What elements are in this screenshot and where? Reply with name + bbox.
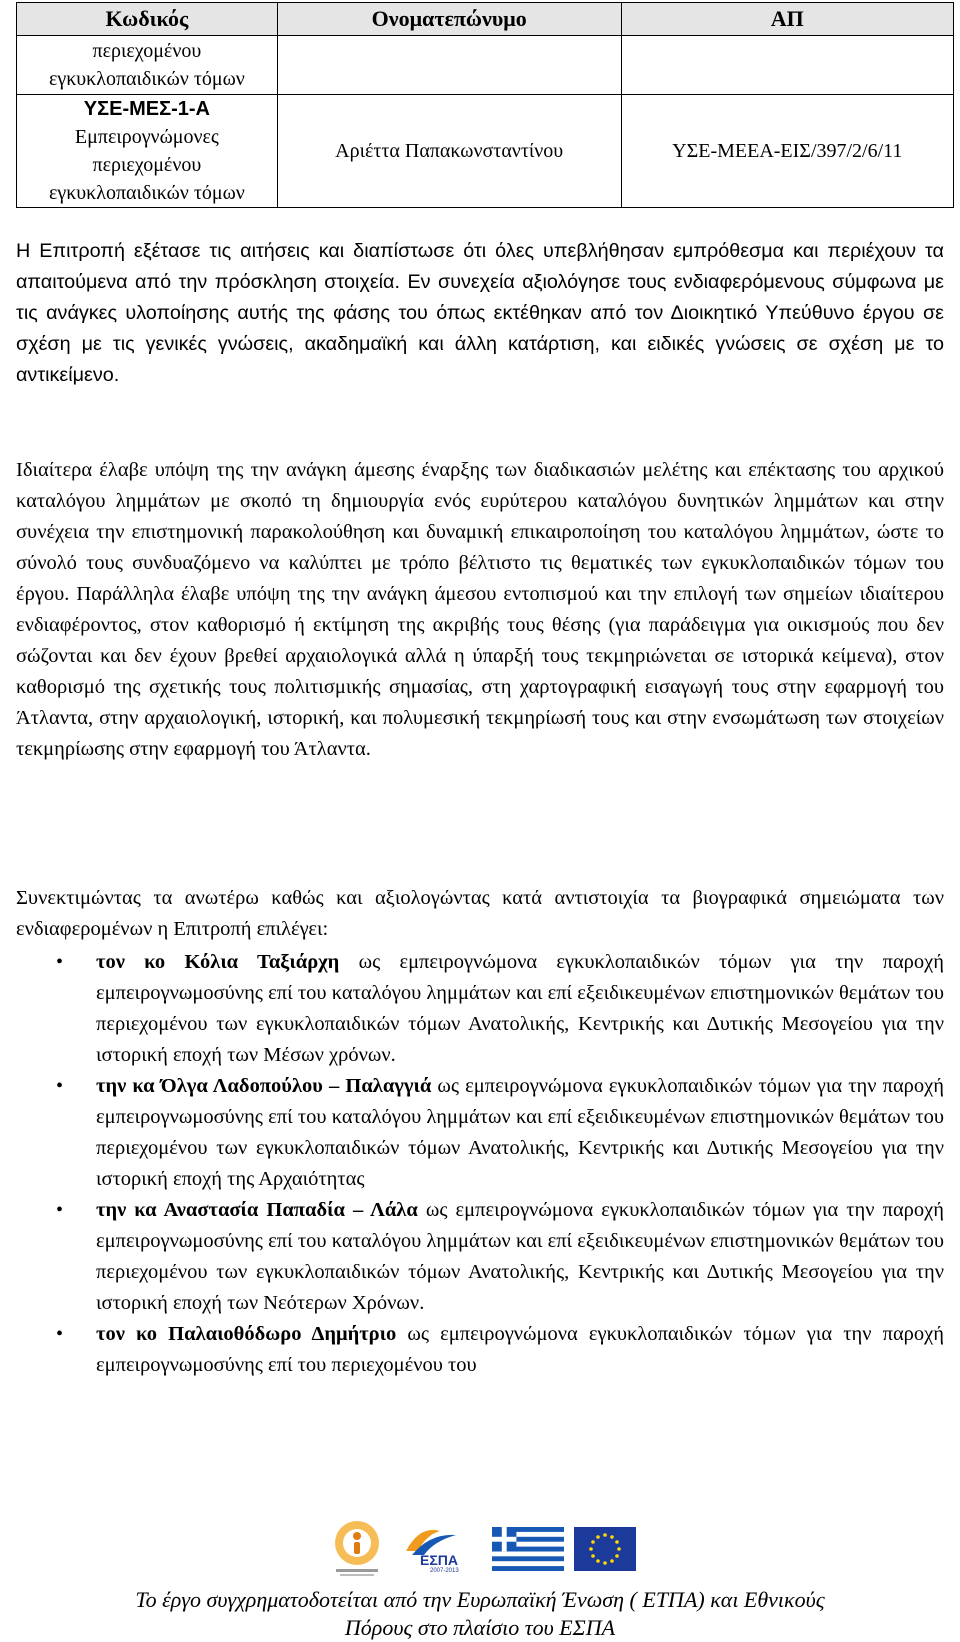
footer-line: Πόρους στο πλαίσιο του ΕΣΠΑ — [344, 1615, 616, 1640]
bullet-icon: • — [56, 1075, 64, 1097]
expert-role: ως εμπειρογνώμονα εγκυκλοπαιδικών τόμων για την παροχή εμπειρογνωμοσύνης επί του καταλόγου λημμάτων και επί εξειδικευμένων επιστημονικών θεμάτων του περιεχομένου των εγκυκλοπαιδικών τόμων Ανατολικής, Κεντρικής και Δυτικής Μεσογείου για την ιστορική εποχή των Μέσων χρόνων. — [96, 951, 944, 1066]
footer-line: Το έργο συγχρηματοδοτείται από την Ευρωπαϊκή Ένωση ( ΕΤΠΑ) και Εθνικούς — [135, 1587, 825, 1612]
ministry-emblem-icon — [330, 1517, 384, 1579]
paragraph-evaluation: Η Επιτροπή εξέτασε τις αιτήσεις και διαπίστωσε ότι όλες υπεβλήθησαν εμπρόθεσμα και περιέχουν τα απαιτούμενα από την πρόσκληση στοιχεία. Εν συνεχεία αξιολόγησε τους ενδιαφερόμενους σύμφωνα με τις ανάγκες υλοποίησης αυτής της φάσης του όπως εκτέθηκαν από τον Διοικητικό Υπεύθυνο έργου σε σχέση με τις γενικές γνώσεις, ακαδημαϊκή και άλλη κατάρτιση, και ειδικές γνώσεις σε σχέση με το αντικείμενο. — [16, 240, 944, 386]
code-cell — [17, 95, 278, 208]
position-desc: Εμπειρογνώμονες — [74, 126, 219, 148]
position-desc: εγκυκλοπαιδικών τόμων — [48, 182, 245, 204]
expert-role: ως εμπειρογνώμονα εγκυκλοπαιδικών τόμων για την παροχή εμπειρογνωμοσύνης επί του καταλόγου λημμάτων και επί εξειδικευμένων επιστημονικών θεμάτων του περιεχομένου των εγκυκλοπαιδικών τόμων Ανατολικής, Κεντρικής και Δυτικής Μεσογείου για την ιστορική εποχή των Νεότερων Χρόνων. — [96, 1199, 944, 1314]
ap-cell-empty — [621, 36, 953, 95]
position-code: ΥΣΕ-ΜΕΣ-1-Α — [83, 98, 210, 120]
table-row — [17, 95, 954, 208]
bullet-icon: • — [56, 1199, 64, 1221]
espa-years-text: 2007-2013 — [430, 1568, 459, 1573]
expert-role: ως εμπειρογνώμονα εγκυκλοπαιδικών τόμων για την παροχή εμπειρογνωμοσύνης επί του περιεχομένου του — [96, 1323, 944, 1376]
name-cell: Αριέττα Παπακωνσταντίνου — [277, 95, 621, 208]
name-cell-empty — [277, 36, 621, 95]
header-code: Κωδικός — [17, 3, 278, 36]
funding-logos — [330, 1513, 640, 1583]
bullet-icon: • — [56, 1323, 64, 1345]
table-row — [17, 36, 954, 95]
espa-logo-text: ΕΣΠΑ — [420, 1552, 458, 1568]
table-header-row — [17, 3, 954, 36]
bullet-icon: • — [56, 951, 64, 973]
header-ap: ΑΠ — [621, 3, 953, 36]
expert-name: τον κο Κόλια Ταξιάρχη — [96, 951, 340, 973]
code-cell-continued — [17, 36, 278, 95]
expert-name: την κα Όλγα Λαδοπούλου – Παλαγγιά — [96, 1075, 432, 1097]
paragraph-needs: Ιδιαίτερα έλαβε υπόψη της την ανάγκη άμεσης έναρξης των διαδικασιών μελέτης και επέκτασης του αρχικού καταλόγου λημμάτων με σκοπό τη δημιουργία ενός ευρύτερου καταλόγου δυνητικών λημμάτων και στην συνέχεια την επιστημονική παρακολούθηση και δυναμική επικαιροποίηση του καταλόγου λημμάτων, ώστε το σύνολό τους συνδυαζόμενο να καλύπτει με τρόπο βέλτιστο τις θεματικές των εγκυκλοπαιδικών τόμων του έργου. Παράλληλα έλαβε υπόψη της την ανάγκη άμεσου εντοπισμού και την επιλογή των σημείων ιδιαίτερου ενδιαφέροντος, στον καθορισμό ή εκτίμηση της ακριβής τους θέσης (για παράδειγμα για οικισμούς που δεν σώζονται και δεν έχουν βρεθεί αρχαιολογικά αλλά η ύπαρξή τους τεκμηριώνεται σε ιστορικά κείμενα), στον καθορισμό της σχετικής τους πολιτισμικής σημασίας, στη χαρτογραφική εισαγωγή τους στην εφαρμογή του Άτλαντα, στην αρχαιολογική, ιστορική, και πολυμεσική τεκμηρίωσή τους και στην ενσωμάτωση των στοιχείων τεκμηρίωσης στην εφαρμογή του Άτλαντα. — [16, 459, 944, 760]
eu-flag-icon — [574, 1527, 636, 1571]
header-name: Ονοματεπώνυμο — [277, 3, 621, 36]
list-item — [16, 1071, 944, 1195]
list-item — [16, 947, 944, 1071]
ap-cell: ΥΣΕ-ΜΕΕΑ-ΕΙΣ/397/2/6/11 — [621, 95, 953, 208]
code-cont-line: εγκυκλοπαιδικών τόμων — [48, 68, 245, 90]
cofunding-footer — [16, 1586, 944, 1642]
position-desc: περιεχομένου — [92, 154, 202, 176]
greek-flag-icon — [492, 1527, 564, 1571]
list-item — [16, 1319, 944, 1381]
selected-experts-list — [16, 947, 944, 1381]
assignment-table — [16, 2, 954, 208]
espa-logo-icon — [400, 1521, 480, 1573]
paragraph-selection: Συνεκτιμώντας τα ανωτέρω καθώς και αξιολογώντας κατά αντιστοιχία τα βιογραφικά σημειώματα των ενδιαφερομένων η Επιτροπή επιλέγει: — [16, 887, 944, 940]
expert-name: τον κο Παλαιοθόδωρο Δημήτριο — [96, 1323, 397, 1345]
expert-name: την κα Αναστασία Παπαδία – Λάλα — [96, 1199, 418, 1221]
code-cont-line: περιεχομένου — [92, 40, 202, 62]
list-item — [16, 1195, 944, 1319]
expert-role: ως εμπειρογνώμονα εγκυκλοπαιδικών τόμων για την παροχή εμπειρογνωμοσύνης επί του καταλόγου λημμάτων και επί εξειδικευμένων επιστημονικών θεμάτων του περιεχομένου των εγκυκλοπαιδικών τόμων Ανατολικής, Κεντρικής και Δυτικής Μεσογείου για την ιστορική εποχή της Αρχαιότητας — [96, 1075, 944, 1190]
